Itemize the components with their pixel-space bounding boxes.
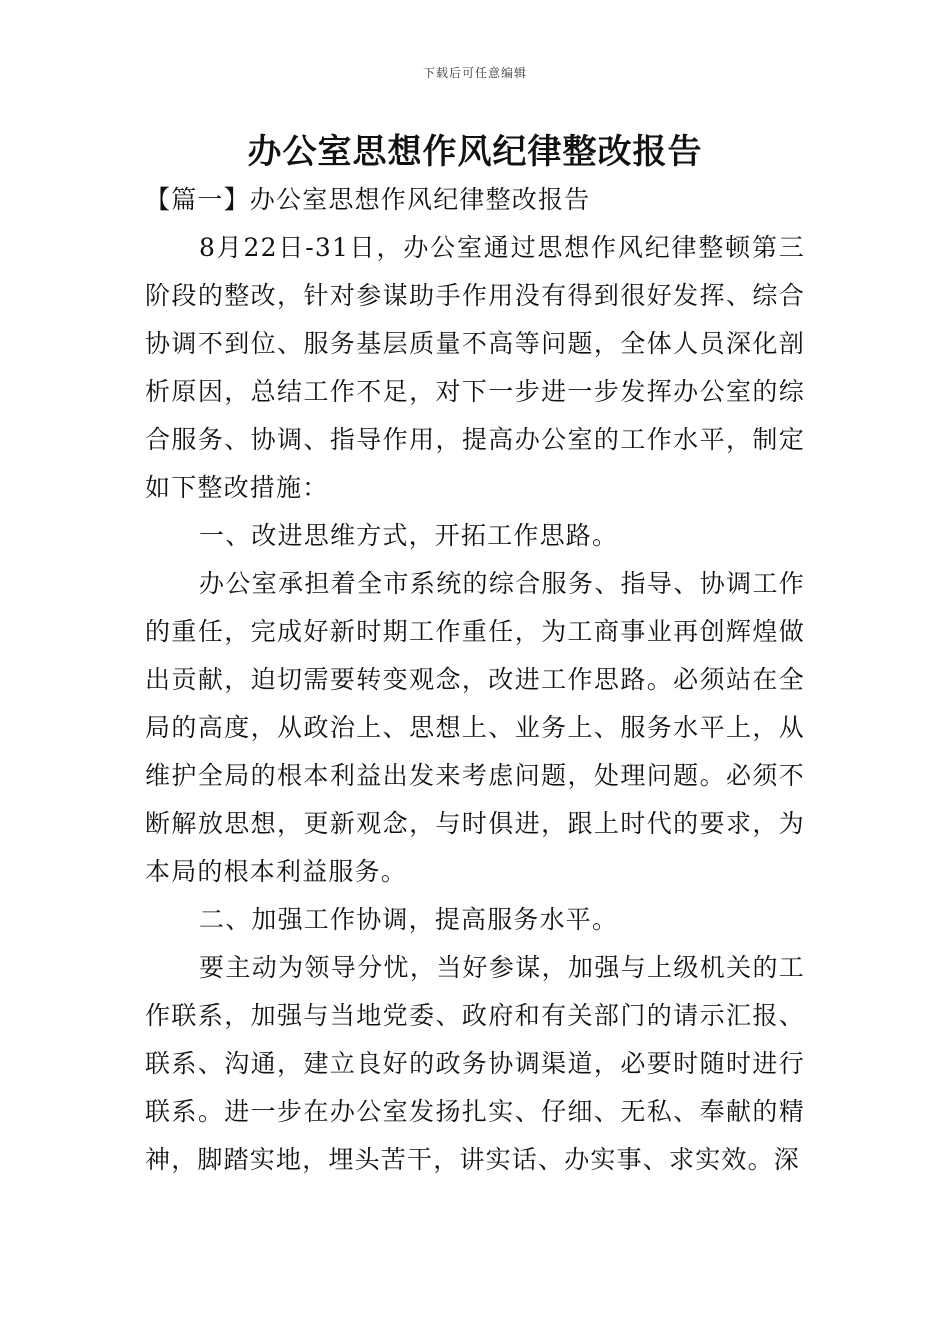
paragraph-intro: 8月22日-31日，办公室通过思想作风纪律整顿第三阶段的整改，针对参谋助手作用没有得到很好发挥、综合协调不到位、服务基层质量不高等问题，全体人员深化剖析原因，总结工作不足，对下一步进一步发挥办公室的综合服务、协调、指导作用，提高办公室的工作水平，制定如下整改措施：: [145, 233, 805, 502]
subheading-2: 二、加强工作协调，提高服务水平。: [199, 905, 619, 934]
document-title: 办公室思想作风纪律整改报告: [247, 132, 703, 172]
document-body: [145, 176, 805, 1184]
header-note: 下载后可任意编辑: [422, 66, 527, 80]
section-heading: 【篇一】办公室思想作风纪律整改报告: [145, 185, 591, 214]
subheading-1: 一、改进思维方式，开拓工作思路。: [199, 521, 619, 550]
paragraph-2: 要主动为领导分忧，当好参谋，加强与上级机关的工作联系，加强与当地党委、政府和有关部门的请示汇报、联系、沟通，建立良好的政务协调渠道，必要时随时进行联系。进一步在办公室发扬扎实、仔细、无私、奉献的精神，脚踏实地，埋头苦干，讲实话、办实事、求实效。深: [145, 953, 805, 1174]
paragraph-1: 办公室承担着全市系统的综合服务、指导、协调工作的重任，完成好新时期工作重任，为工商事业再创辉煌做出贡献，迫切需要转变观念，改进工作思路。必须站在全局的高度，从政治上、思想上、业务上、服务水平上，从维护全局的根本利益出发来考虑问题，处理问题。必须不断解放思想，更新观念，与时俱进，跟上时代的要求，为本局的根本利益服务。: [145, 569, 805, 886]
